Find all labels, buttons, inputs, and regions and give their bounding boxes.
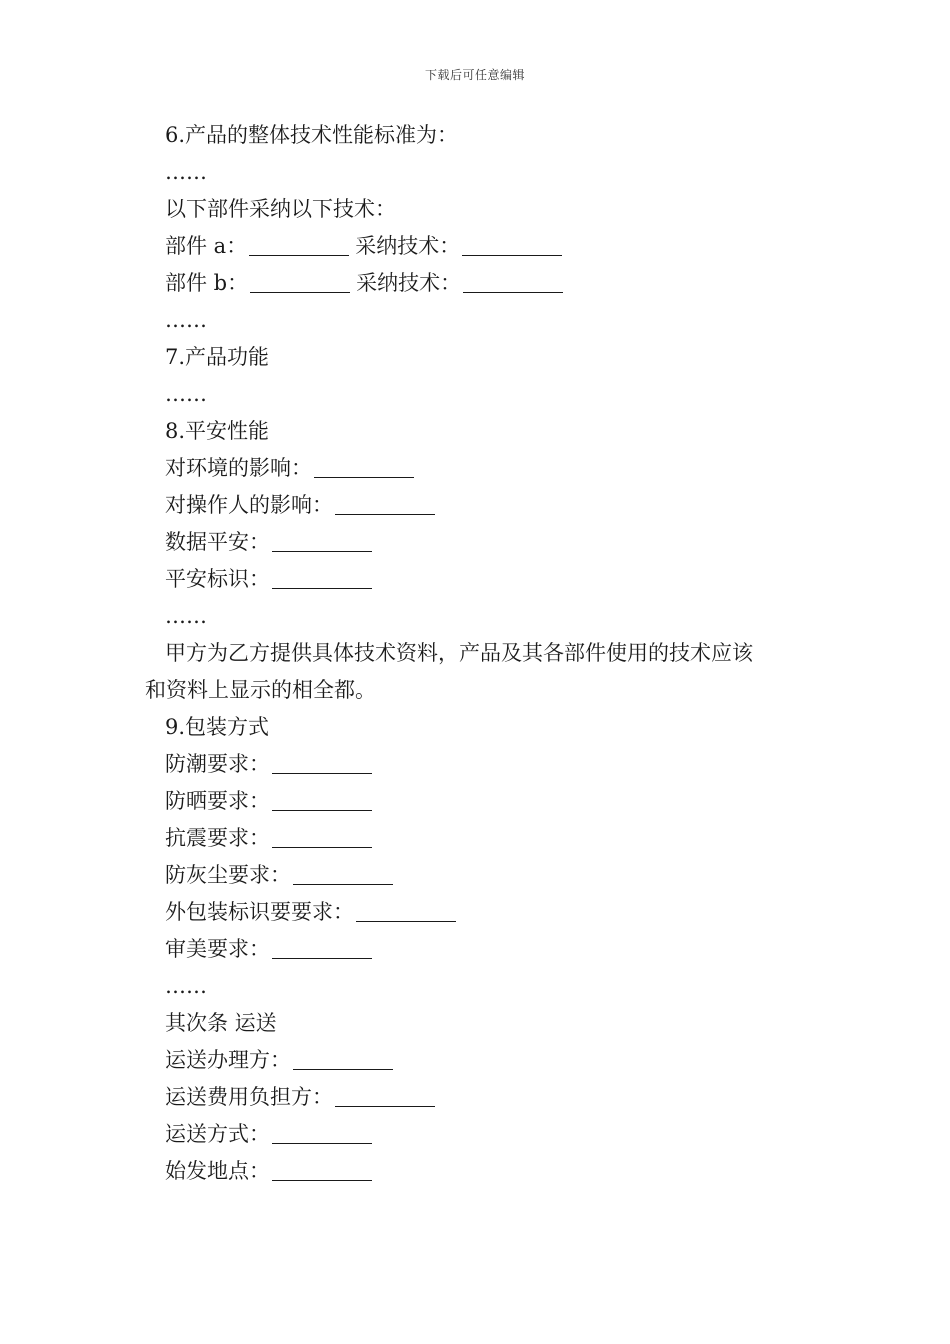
aesthetic-label: 审美要求：	[165, 937, 270, 961]
section-9-title: 9.包装方式	[165, 715, 270, 739]
moisture-label: 防潮要求：	[165, 752, 270, 776]
shockproof-blank[interactable]	[272, 825, 372, 848]
ship-cost-blank[interactable]	[335, 1084, 435, 1107]
section-7-title: 7.产品功能	[165, 345, 270, 369]
part-a-blank[interactable]	[249, 233, 349, 256]
part-b-row	[145, 265, 825, 302]
section-8-title: 8.平安性能	[165, 419, 270, 443]
ship-handler-row	[145, 1042, 825, 1079]
ellipsis: ……	[165, 308, 207, 332]
operator-impact-row	[145, 487, 825, 524]
ellipsis: ……	[165, 604, 207, 628]
dustproof-blank[interactable]	[293, 862, 393, 885]
origin-blank[interactable]	[272, 1158, 372, 1181]
aesthetic-blank[interactable]	[272, 936, 372, 959]
part-b-tech-label: 采纳技术：	[356, 271, 462, 295]
ship-handler-blank[interactable]	[293, 1047, 393, 1070]
ellipsis: ……	[165, 974, 207, 998]
sunproof-row	[145, 783, 825, 820]
env-impact-row	[145, 450, 825, 487]
section-6-title: 6.产品的整体技术性能标准为：	[165, 123, 459, 147]
sunproof-label: 防晒要求：	[165, 789, 270, 813]
part-a-row	[145, 228, 825, 265]
data-safety-row	[145, 524, 825, 561]
ship-cost-label: 运送费用负担方：	[165, 1085, 333, 1109]
ellipsis: ……	[165, 160, 207, 184]
part-b-tech-blank[interactable]	[463, 270, 563, 293]
part-a-label: 部件 a：	[165, 234, 248, 258]
ellipsis: ……	[165, 382, 207, 406]
page-header: 下载后可任意编辑	[424, 68, 525, 82]
ship-method-blank[interactable]	[272, 1121, 372, 1144]
dustproof-row	[145, 857, 825, 894]
ship-method-row	[145, 1116, 825, 1153]
article-2-title: 其次条 运送	[165, 1011, 277, 1035]
paragraph-line-1: 甲方为乙方提供具体技术资料，产品及其各部件使用的技术应该	[165, 641, 753, 665]
ship-handler-label: 运送办理方：	[165, 1048, 291, 1072]
sunproof-blank[interactable]	[272, 788, 372, 811]
part-b-blank[interactable]	[250, 270, 350, 293]
moisture-blank[interactable]	[272, 751, 372, 774]
aesthetic-row	[145, 931, 825, 968]
safety-mark-blank[interactable]	[272, 566, 372, 589]
shockproof-row	[145, 820, 825, 857]
env-impact-blank[interactable]	[314, 455, 414, 478]
safety-mark-label: 平安标识：	[165, 567, 270, 591]
origin-row	[145, 1153, 825, 1190]
origin-label: 始发地点：	[165, 1159, 270, 1183]
operator-impact-label: 对操作人的影响：	[165, 493, 333, 517]
dustproof-label: 防灰尘要求：	[165, 863, 291, 887]
moisture-row	[145, 746, 825, 783]
shockproof-label: 抗震要求：	[165, 826, 270, 850]
safety-mark-row	[145, 561, 825, 598]
operator-impact-blank[interactable]	[335, 492, 435, 515]
document-body	[145, 117, 825, 1190]
data-safety-blank[interactable]	[272, 529, 372, 552]
paragraph-line-2: 和资料上显示的相全都。	[145, 678, 376, 702]
outer-mark-blank[interactable]	[356, 899, 456, 922]
part-b-label: 部件 b：	[165, 271, 249, 295]
part-a-tech-blank[interactable]	[462, 233, 562, 256]
outer-mark-label: 外包装标识要要求：	[165, 900, 354, 924]
ship-cost-row	[145, 1079, 825, 1116]
env-impact-label: 对环境的影响：	[165, 456, 312, 480]
data-safety-label: 数据平安：	[165, 530, 270, 554]
parts-intro: 以下部件采纳以下技术：	[165, 197, 396, 221]
outer-mark-row	[145, 894, 825, 931]
ship-method-label: 运送方式：	[165, 1122, 270, 1146]
part-a-tech-label: 采纳技术：	[355, 234, 461, 258]
